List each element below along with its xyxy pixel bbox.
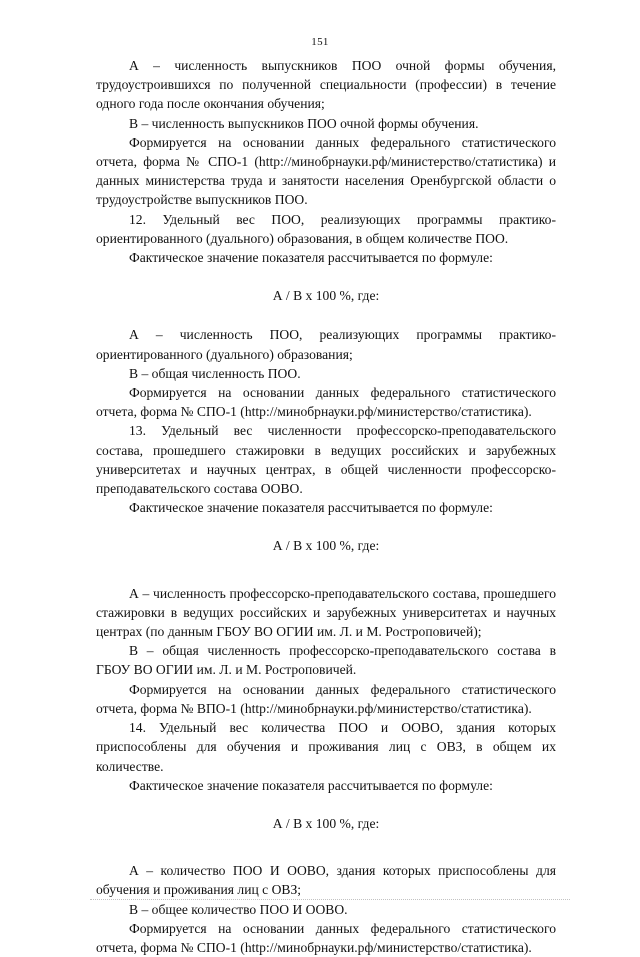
paragraph-b-definition-graduates: В – численность выпускников ПОО очной формы обучения.: [129, 115, 479, 131]
paragraph-formula-intro-14: Фактическое значение показателя рассчитывается по формуле:: [129, 777, 493, 793]
formula-12: А / В х 100 %, где:: [272, 288, 380, 304]
paragraph-b-definition-13: В – общая численность профессорско-преподавательского состава в ГБОУ ВО ОГИИ им. Л. и М. Ростроповичей.: [96, 643, 556, 678]
paragraph-a-definition-13: А – численность профессорско-преподавательского состава, прошедшего стажировки в ведущих российских и зарубежных университетах и научных центрах (по данным ГБОУ ВО ОГИИ им. Л. и М. Ростроповичей);: [96, 585, 556, 640]
paragraph-indicator-12: 12. Удельный вес ПОО, реализующих программы практико-ориентированного (дуального) образования, в общем количестве ПОО.: [96, 211, 556, 246]
paragraph-a-definition-graduates: А – численность выпускников ПОО очной формы обучения, трудоустроившихся по полученной специальности (профессии) в течение одного года после окончания обучения;: [96, 58, 556, 112]
paragraph-a-definition-12: А – численность ПОО, реализующих программы практико-ориентированного (дуального) образования;: [96, 327, 556, 362]
paragraph-source-14: Формируется на основании данных федерального статистического отчета, форма № СПО-1 (http://минобрнауки.рф/министерство/статистика).: [96, 920, 556, 955]
formula-13: А / В х 100 %, где:: [272, 538, 380, 554]
paragraph-formula-intro-12: Фактическое значение показателя рассчитывается по формуле:: [129, 250, 493, 266]
paragraph-source-12: Формируется на основании данных федерального статистического отчета, форма № СПО-1 (http://минобрнауки.рф/министерство/статистика).: [96, 385, 556, 420]
paragraph-source-spo1-labor: Формируется на основании данных федерального статистического отчета, форма № СПО-1 (http://минобрнауки.рф/министерство/статистика) и данных министерства труда и занятости населения Оренбургской области о трудоустройстве выпускников ПОО.: [96, 134, 556, 208]
paragraph-source-13: Формируется на основании данных федерального статистического отчета, форма № ВПО-1 (http://минобрнауки.рф/министерство/статистика).: [96, 681, 556, 716]
page-number: 151: [311, 36, 329, 48]
paragraph-indicator-14: 14. Удельный вес количества ПОО и ООВО, здания которых приспособлены для обучения и проживания лиц с ОВЗ, в общем их количестве.: [96, 720, 556, 774]
paragraph-a-definition-14: А – количество ПОО И ООВО, здания которых приспособлены для обучения и проживания лиц с ОВЗ;: [96, 863, 556, 898]
paragraph-indicator-13: 13. Удельный вес численности профессорско-преподавательского состава, прошедшего стажировки в ведущих российских и зарубежных университетах и научных центрах, в общей численности профессорско-преподавательского состава ООВО.: [96, 423, 556, 497]
document-body: [96, 56, 556, 957]
paragraph-b-definition-12: В – общая численность ПОО.: [129, 365, 301, 381]
paragraph-formula-intro-13: Фактическое значение показателя рассчитывается по формуле:: [129, 500, 493, 516]
formula-14: А / В х 100 %, где:: [272, 815, 380, 831]
paragraph-b-definition-14: В – общее количество ПОО И ООВО.: [129, 901, 348, 917]
scan-edge-artifact: [90, 899, 570, 903]
